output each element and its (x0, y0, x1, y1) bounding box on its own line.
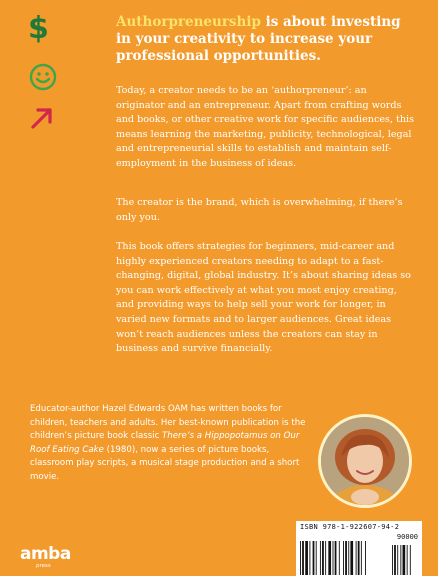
headline-rest: is about investing in your creativity to increase your professional opportunities. (116, 14, 401, 64)
publisher-name: amba (20, 544, 71, 564)
paragraph-authorpreneur: Today, a creator needs to be an ‘authorpreneur’: an originator and an entrepreneur. Apart from crafting words and books, or other creative work for specific audiences, this means learning the marketing, publicity, technological, legal and entrepreneurial skills to establish and maintain self-employment in the business of ideas. (116, 85, 415, 169)
headline (116, 14, 416, 65)
dollar-icon: $ (28, 11, 49, 46)
price-code: 90000 (396, 533, 418, 541)
publisher-sub: press (36, 563, 51, 569)
bio-outro: (1980), now a series of picture books, classroom play scripts, a musical stage production and a short movie. (30, 444, 300, 482)
author-portrait (318, 414, 412, 508)
publisher-logo (20, 546, 71, 570)
bio-intro: Educator-author Hazel Edwards OAM has written books for children, teachers and adults. Her best-known publication is the children’s picture book classic (30, 404, 306, 442)
author-bio (30, 403, 310, 485)
headline-accent: Authorpreneurship (116, 14, 261, 30)
paragraph-brand: The creator is the brand, which is overwhelming, if there’s only you. (116, 197, 403, 223)
isbn-number: ISBN 978-1-922607-94-2 (300, 523, 400, 531)
paragraph-strategies: This book offers strategies for beginners, mid-career and highly experienced creators needing to adapt to a fast-changing, digital, global industry. It’s about sharing ideas so you can work effectively at what you most enjoy creating, and providing ways to help sell your work for longer, in varied new formats and to larger audiences. Great ideas won’t reach audiences unless the creators can stay in business and survive financially. (116, 241, 411, 355)
bio-book-title: There’s a Hippopotamus on Our Roof Eating Cake (30, 431, 300, 455)
isbn-barcode (296, 521, 422, 576)
smiley-icon (28, 62, 58, 96)
arrow-up-right-icon (28, 104, 56, 136)
barcode-bars (300, 541, 418, 575)
